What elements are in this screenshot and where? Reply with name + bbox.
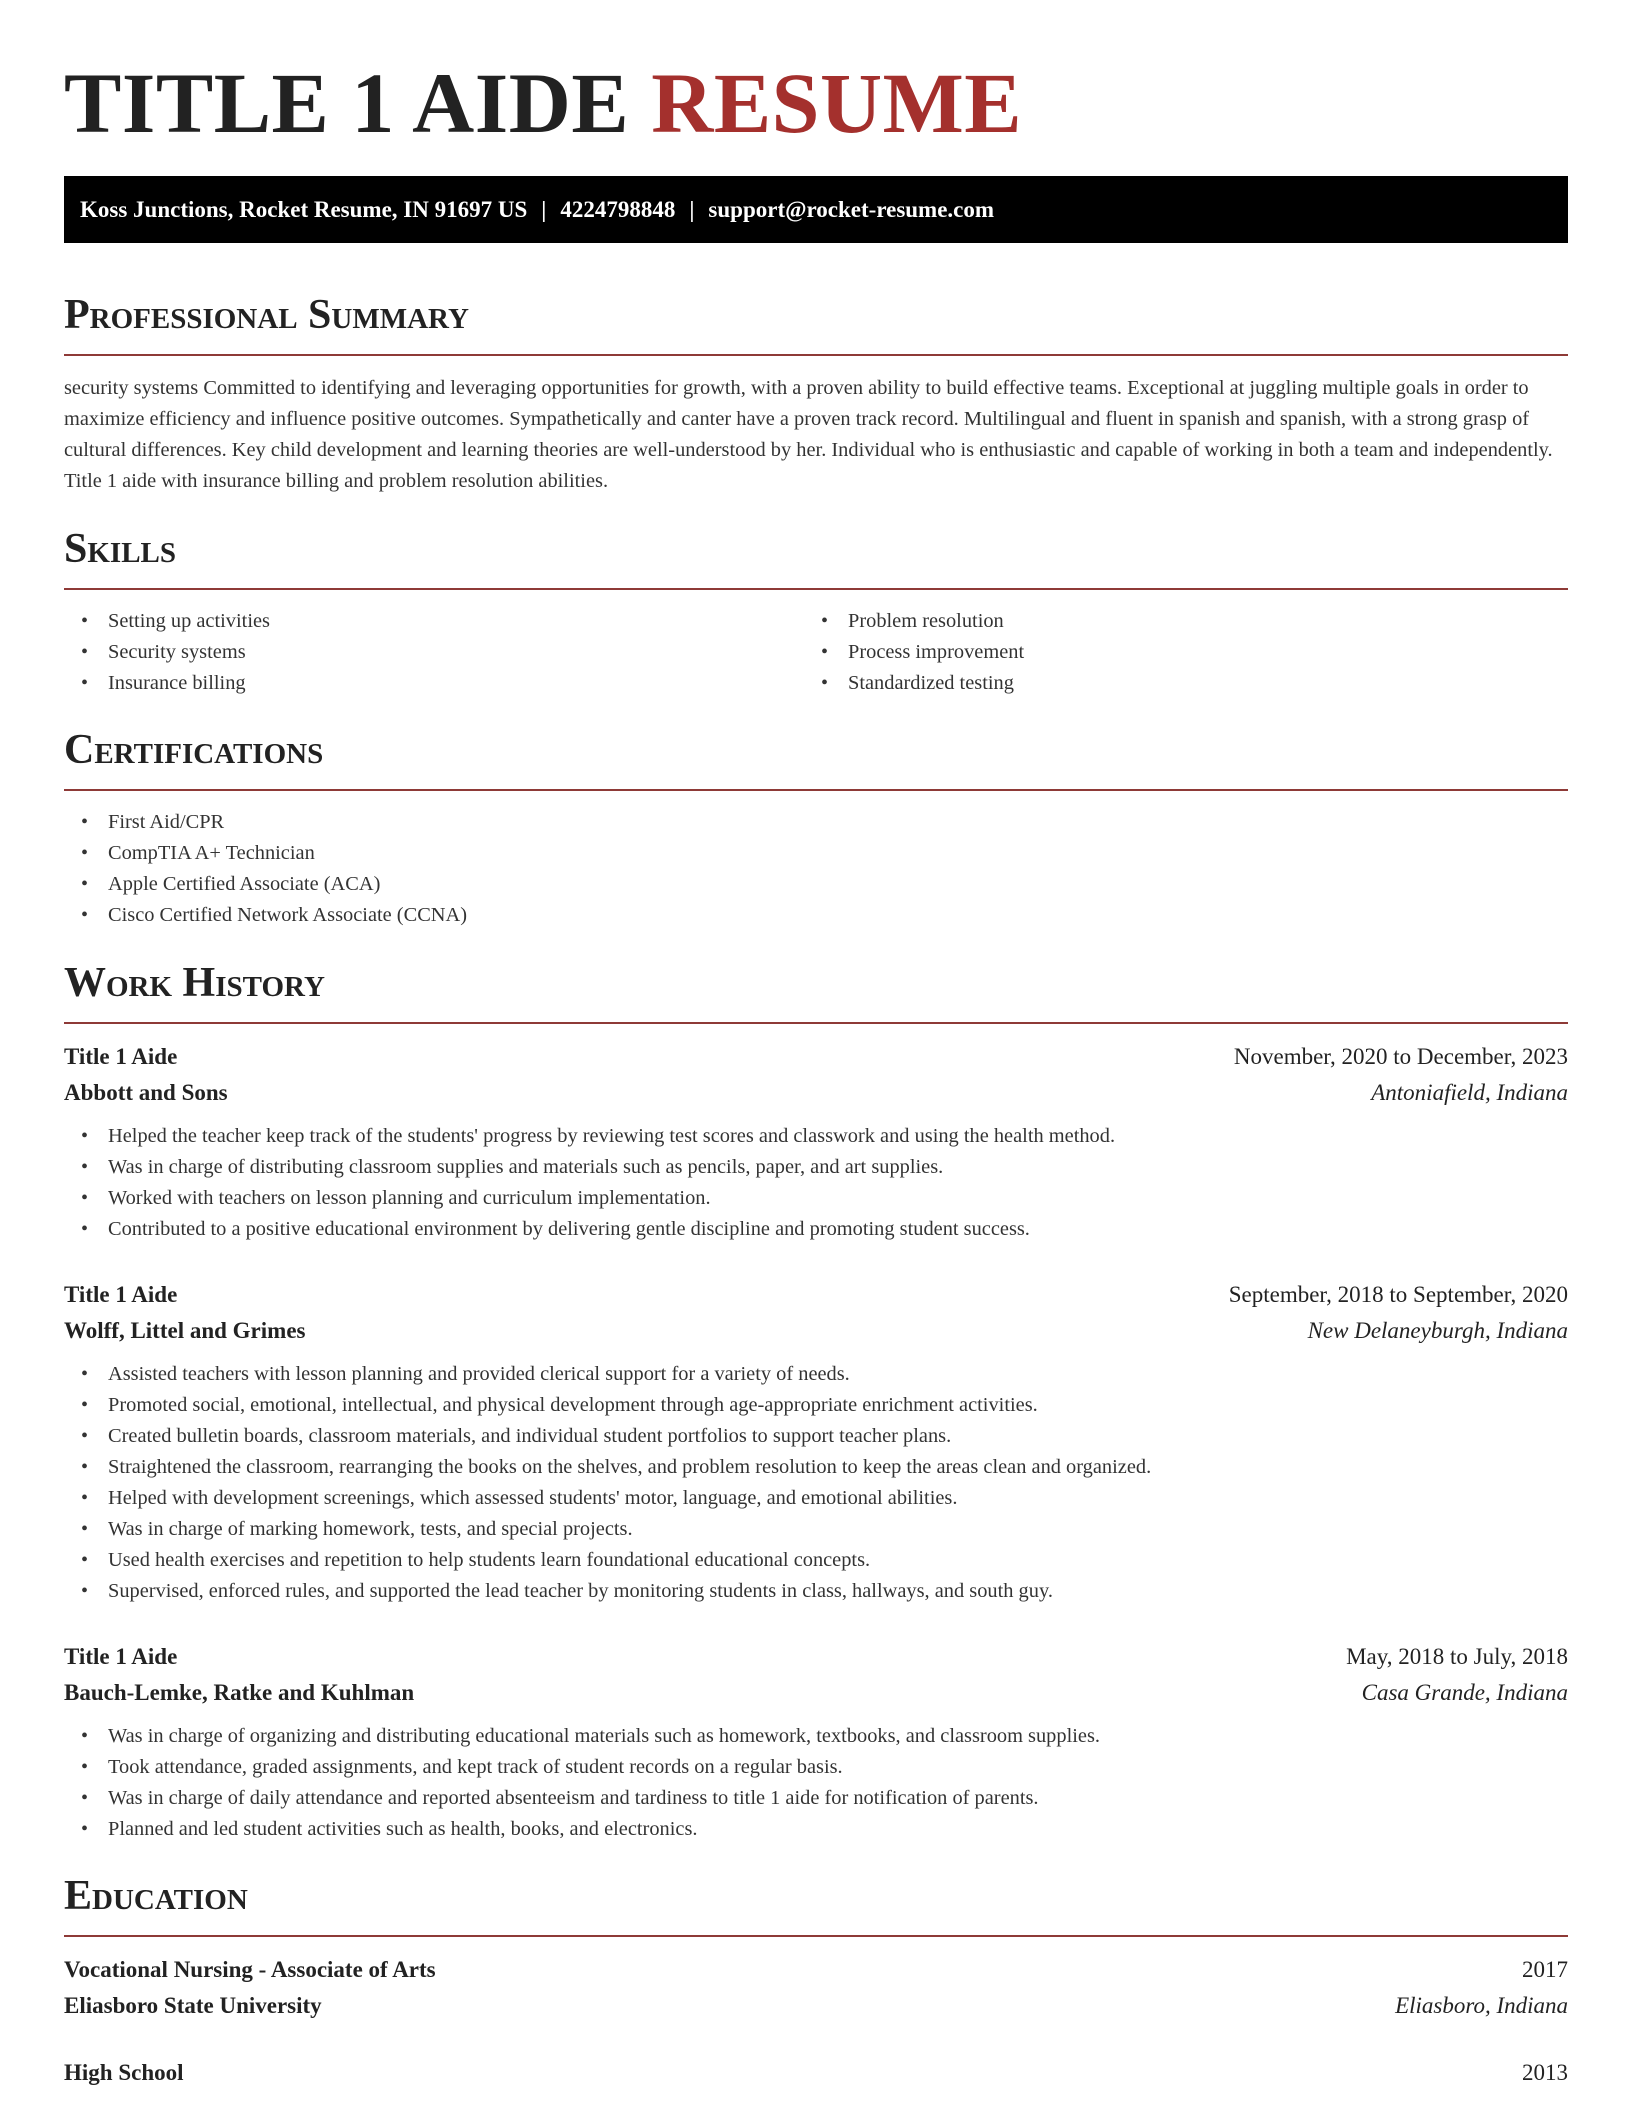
job-title-row (64, 1639, 1568, 1675)
resume-title (64, 0, 1568, 151)
education-degree-row (64, 1952, 1568, 1988)
job-dates: November, 2020 to December, 2023 (1233, 1044, 1568, 1069)
contact-address: Koss Junctions, Rocket Resume, IN 91697 US (80, 197, 528, 222)
job-company: Bauch-Lemke, Ratke and Kuhlman (64, 1680, 415, 1705)
skill-item: • Standardized testing (804, 668, 1544, 699)
job-title-row (64, 1277, 1568, 1313)
certification-item: • Cisco Certified Network Associate (CCNA) (64, 900, 1568, 931)
certifications-section (64, 725, 1568, 931)
job-duty: • Was in charge of organizing and distributing educational materials such as homework, textbooks, and classroom supplies. (64, 1721, 1568, 1752)
contact-separator: | (541, 197, 547, 222)
job-company: Wolff, Littel and Grimes (64, 1318, 306, 1343)
skill-item: • Insurance billing (64, 668, 804, 699)
section-divider (64, 1022, 1568, 1024)
job-company-row (64, 1075, 1568, 1111)
job-title: Title 1 Aide (64, 1282, 178, 1307)
job-location: Casa Grande, Indiana (1361, 1680, 1568, 1705)
education-section (64, 1871, 1568, 2091)
skill-item: • Problem resolution (804, 606, 1544, 637)
skills-list-right (804, 606, 1544, 699)
job-duty: • Planned and led student activities such as health, books, and electronics. (64, 1814, 1568, 1845)
job-duty: • Was in charge of marking homework, tests, and special projects. (64, 1514, 1568, 1545)
title-main: TITLE 1 AIDE (64, 55, 630, 151)
job-company-row (64, 1313, 1568, 1349)
work-history-heading: Work History (64, 960, 325, 1006)
section-divider (64, 1935, 1568, 1937)
job-duty: • Worked with teachers on lesson planning and curriculum implementation. (64, 1183, 1568, 1214)
job-duty: • Took attendance, graded assignments, and kept track of student records on a regular basis. (64, 1752, 1568, 1783)
summary-heading: Professional Summary (64, 292, 469, 338)
certification-item: • CompTIA A+ Technician (64, 838, 1568, 869)
job-dates: May, 2018 to July, 2018 (1346, 1644, 1568, 1669)
section-divider (64, 354, 1568, 356)
job-duties-list (64, 1721, 1568, 1845)
certification-item: • First Aid/CPR (64, 807, 1568, 838)
education-entry (64, 2055, 1568, 2091)
skill-item: • Process improvement (804, 637, 1544, 668)
education-year: 2017 (1522, 1957, 1568, 1982)
job-title-row (64, 1039, 1568, 1075)
education-heading: Education (64, 1873, 248, 1919)
job-company: Abbott and Sons (64, 1080, 228, 1105)
job-duty: • Was in charge of distributing classroom supplies and materials such as pencils, paper, and art supplies. (64, 1152, 1568, 1183)
title-accent: RESUME (651, 55, 1023, 151)
education-location: Eliasboro, Indiana (1395, 1993, 1568, 2018)
work-history-section (64, 958, 1568, 1845)
job-duty: • Supervised, enforced rules, and supported the lead teacher by monitoring students in class, hallways, and south guy. (64, 1576, 1568, 1607)
job-entry (64, 1039, 1568, 1245)
contact-phone: 4224798848 (560, 197, 676, 222)
job-entry (64, 1277, 1568, 1607)
skill-item: • Security systems (64, 637, 804, 668)
job-entry (64, 1639, 1568, 1845)
job-company-row (64, 1675, 1568, 1711)
education-degree-row (64, 2055, 1568, 2091)
summary-text: security systems Committed to identifying and leveraging opportunities for growth, with a proven ability to build effective teams. Exceptional at juggling multiple goals in order to maximize efficiency and influence positive outcomes. Sympathetically and canter have a proven track record. Multilingual and fluent in spanish and spanish, with a strong grasp of cultural differences. Key child development and learning theories are well-understood by her. Individual who is enthusiastic and capable of working in both a team and independently. Title 1 aide with insurance billing and problem resolution abilities. (64, 377, 1553, 492)
job-duty: • Helped with development screenings, which assessed students' motor, language, and emotional abilities. (64, 1483, 1568, 1514)
contact-separator: | (689, 197, 695, 222)
education-degree: High School (64, 2060, 184, 2085)
job-duties-list (64, 1121, 1568, 1245)
certifications-heading: Certifications (64, 727, 324, 773)
certification-item: • Apple Certified Associate (ACA) (64, 869, 1568, 900)
job-duty: • Was in charge of daily attendance and reported absenteeism and tardiness to title 1 aide for notification of parents. (64, 1783, 1568, 1814)
job-dates: September, 2018 to September, 2020 (1228, 1282, 1568, 1307)
job-duty: • Straightened the classroom, rearranging the books on the shelves, and problem resolution to keep the areas clean and organized. (64, 1452, 1568, 1483)
skills-list-left (64, 606, 804, 699)
job-title: Title 1 Aide (64, 1044, 178, 1069)
job-duty: • Assisted teachers with lesson planning and provided clerical support for a variety of needs. (64, 1359, 1568, 1390)
education-year: 2013 (1522, 2060, 1568, 2085)
job-duty: • Used health exercises and repetition to help students learn foundational educational concepts. (64, 1545, 1568, 1576)
job-duties-list (64, 1359, 1568, 1607)
job-duty: • Promoted social, emotional, intellectual, and physical development through age-appropriate enrichment activities. (64, 1390, 1568, 1421)
job-duty: • Contributed to a positive educational environment by delivering gentle discipline and promoting student success. (64, 1214, 1568, 1245)
section-divider (64, 588, 1568, 590)
job-location: Antoniafield, Indiana (1371, 1080, 1568, 1105)
job-duty: • Created bulletin boards, classroom materials, and individual student portfolios to support teacher plans. (64, 1421, 1568, 1452)
skills-heading: Skills (64, 526, 177, 572)
summary-section (64, 290, 1568, 497)
certifications-list (64, 807, 1568, 931)
job-duty: • Helped the teacher keep track of the students' progress by reviewing test scores and classwork and using the health method. (64, 1121, 1568, 1152)
education-school-row (64, 1988, 1568, 2024)
job-location: New Delaneyburgh, Indiana (1307, 1318, 1568, 1343)
contact-bar (64, 176, 1568, 243)
education-degree: Vocational Nursing - Associate of Arts (64, 1957, 436, 1982)
job-title: Title 1 Aide (64, 1644, 178, 1669)
education-school: Eliasboro State University (64, 1993, 322, 2018)
skill-item: • Setting up activities (64, 606, 804, 637)
education-entry (64, 1952, 1568, 2024)
skills-grid (64, 606, 1568, 699)
skills-section (64, 524, 1568, 699)
section-divider (64, 789, 1568, 791)
contact-email[interactable]: support@rocket-resume.com (708, 197, 995, 222)
